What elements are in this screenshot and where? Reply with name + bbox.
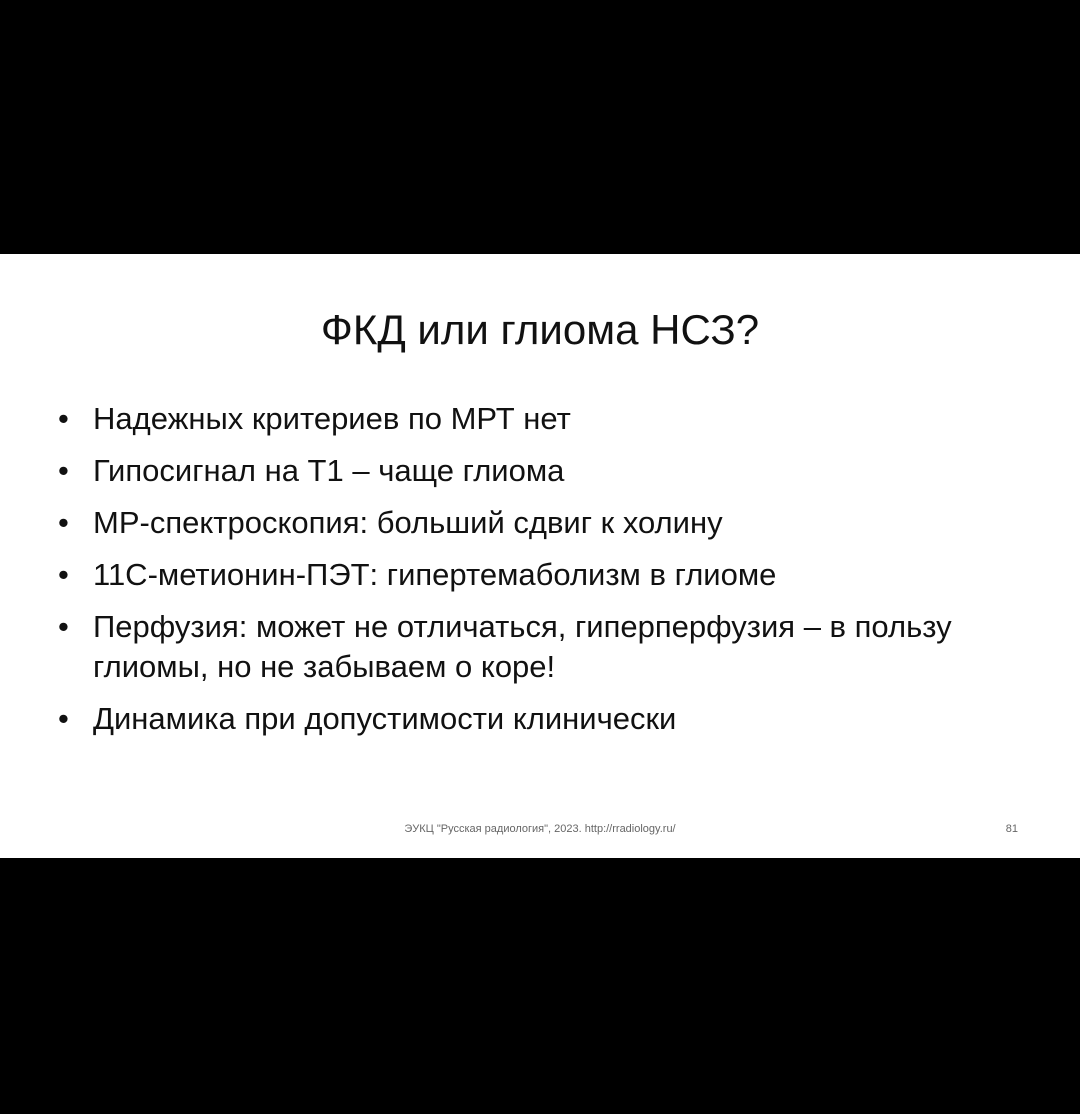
bullet-item [58,503,1038,543]
bullet-icon: • [58,401,69,436]
bullet-item [58,699,1038,739]
slide [0,254,1080,858]
bullet-text: МР-спектроскопия: больший сдвиг к холину [93,505,723,540]
bullet-item [58,451,1038,491]
slide-title: ФКД или глиома НСЗ? [320,306,760,353]
bullet-icon: • [58,453,69,488]
bullet-item [58,607,1038,687]
bullet-icon: • [58,701,69,736]
bullet-item [58,399,1038,439]
bullet-item [58,555,1038,595]
bullet-text: Динамика при допустимости клинически [93,701,677,736]
bullet-icon: • [58,557,69,592]
bullet-text: Надежных критериев по МРТ нет [93,401,571,436]
bullet-icon: • [58,505,69,540]
bullet-text: Перфузия: может не отличаться, гиперперфузия – в пользу глиомы, но не забываем о коре! [93,609,952,684]
page-number: 81 [1005,823,1018,835]
bullet-text: Гипосигнал на Т1 – чаще глиома [93,453,565,488]
bullet-icon: • [58,609,69,644]
slide-footer: ЭУКЦ "Русская радиология", 2023. http://rradiology.ru/ [404,823,676,835]
bullet-text: 11С-метионин-ПЭТ: гипертемаболизм в глиоме [93,557,777,592]
bullet-list [58,399,1038,751]
